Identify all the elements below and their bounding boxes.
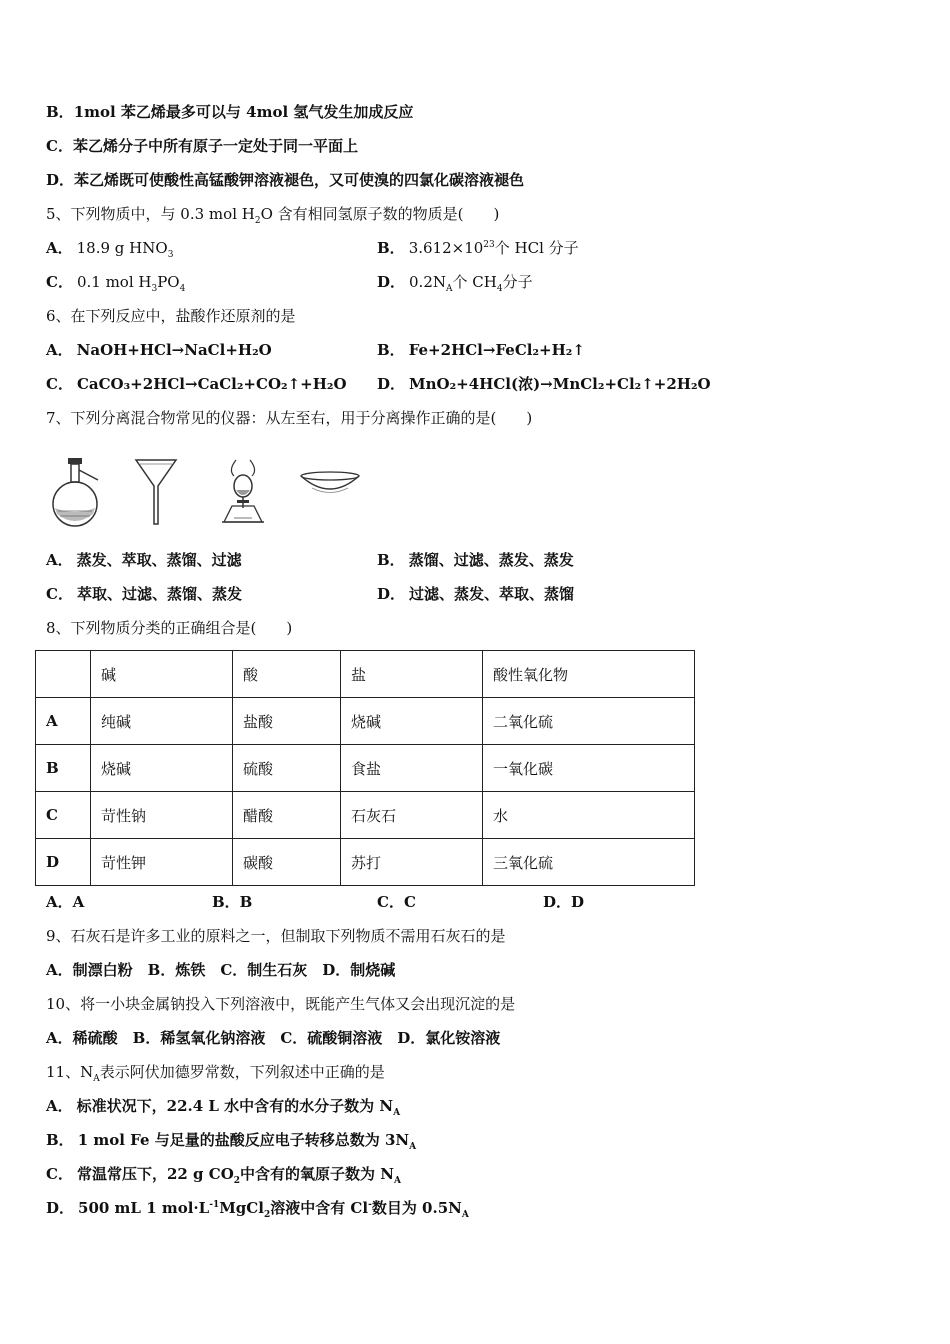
q5-option-c: C． 0.1 mol $H_3PO_4$ [46,273,186,294]
q7-option-d: D． 过滤、蒸发、萃取、蒸馏 [377,585,575,603]
table-cell: 石灰石 [341,792,483,839]
q11-option-a: A． 标准状况下，22.4 L 水中含有的水分子数为 $N_A$ [46,1097,401,1118]
table-cell: B [36,745,91,792]
table-row [36,698,695,745]
q9-options: A．制漂白粉 B．炼铁 C．制生石灰 D．制烧碱 [46,961,396,979]
table-row [36,745,695,792]
q11-option-c: C． 常温常压下，22 g $CO_2$中含有的氧原子数为 $N_A$ [46,1165,401,1186]
q7-option-a: A． 蒸发、萃取、蒸馏、过滤 [46,551,242,569]
separatory-funnel-icon [218,456,268,526]
table-cell: 碳酸 [233,839,341,886]
table-cell: 碱 [91,651,233,698]
q6-stem: 6、在下列反应中，盐酸作还原剂的是 [46,307,296,325]
q5-stem: 5、下列物质中，与 0.3 mol $H_2O$ 含有相同氢原子数的物质是( ) [46,205,500,226]
table-cell: 纯碱 [91,698,233,745]
distillation-flask-icon [46,456,106,528]
option-text: 1mol 苯乙烯最多可以与 4mol 氢气发生加成反应 [73,103,414,121]
option-label: B． [46,103,74,121]
evaporating-dish-icon [298,470,362,500]
table-cell: A [36,698,91,745]
q6-option-a: A． NaOH+HCl→NaCl+H₂O [46,341,272,359]
q8-option-a: A．A [46,893,85,911]
table-cell: 二氧化硫 [483,698,695,745]
table-cell [36,651,91,698]
q4-option-b [46,102,413,122]
table-cell: 醋酸 [233,792,341,839]
q4-option-c [46,136,358,156]
q11-option-d: D． 500 mL 1 $mol\cdot L^{-1}MgCl_2$溶液中含有 Cl-数目为 $0.5N_A$ [46,1199,469,1220]
table-cell: C [36,792,91,839]
funnel-icon [134,456,178,526]
table-cell: 苛性钾 [91,839,233,886]
table-cell: 苏打 [341,839,483,886]
q8-option-c: C．C [377,893,416,911]
table-cell: 酸性氧化物 [483,651,695,698]
table-cell: 烧碱 [341,698,483,745]
option-text: 苯乙烯既可使酸性高锰酸钾溶液褪色，又可使溴的四氯化碳溶液褪色 [74,171,525,189]
classification-table [35,650,695,886]
q8-option-d: D．D [543,893,585,911]
table-row [36,792,695,839]
q6-option-d: D． MnO₂+4HCl(浓)→MnCl₂+Cl₂↑+2H₂O [377,375,711,393]
table-cell: 水 [483,792,695,839]
q10-options: A．稀硫酸 B．稀氢氧化钠溶液 C．硫酸铜溶液 D．氯化铵溶液 [46,1029,501,1047]
q5-option-d: D． $0.2N_A$个 $CH_4$分子 [377,273,533,294]
option-label: C． [46,137,73,155]
table-cell: 食盐 [341,745,483,792]
table-cell: 盐酸 [233,698,341,745]
q7-option-c: C． 萃取、过滤、蒸馏、蒸发 [46,585,242,603]
apparatus-images [42,450,372,530]
table-cell: D [36,839,91,886]
table-header-row [36,651,695,698]
q8-option-b: B．B [212,893,253,911]
q6-option-c: C． CaCO₃+2HCl→CaCl₂+CO₂↑+H₂O [46,375,347,393]
q11-option-b: B． 1 mol Fe 与足量的盐酸反应电子转移总数为 $3N_A$ [46,1131,417,1152]
q7-stem: 7、下列分离混合物常见的仪器：从左至右，用于分离操作正确的是( ) [46,409,533,427]
q10-stem: 10、将一小块金属钠投入下列溶液中，既能产生气体又会出现沉淀的是 [46,995,516,1013]
q5-option-b: B． $3.612\times 10^{23}$个 HCl 分子 [377,239,579,257]
table-cell: 一氧化碳 [483,745,695,792]
table-cell: 硫酸 [233,745,341,792]
q4-option-d [46,170,524,190]
option-text: 苯乙烯分子中所有原子一定处于同一平面上 [72,137,358,155]
table-cell: 酸 [233,651,341,698]
table-cell: 三氧化硫 [483,839,695,886]
table-cell: 苛性钠 [91,792,233,839]
q6-option-b: B． Fe+2HCl→FeCl₂+H₂↑ [377,341,585,359]
q11-stem: 11、$N_A$表示阿伏加德罗常数，下列叙述中正确的是 [46,1063,385,1084]
table-cell: 盐 [341,651,483,698]
q8-stem: 8、下列物质分类的正确组合是( ) [46,619,293,637]
q5-option-a: A． 18.9 g $HNO_3$ [46,239,174,260]
table-row [36,839,695,886]
table-cell: 烧碱 [91,745,233,792]
q7-option-b: B． 蒸馏、过滤、蒸发、蒸发 [377,551,574,569]
option-label: D． [46,171,75,189]
q9-stem: 9、石灰石是许多工业的原料之一，但制取下列物质不需用石灰石的是 [46,927,506,945]
